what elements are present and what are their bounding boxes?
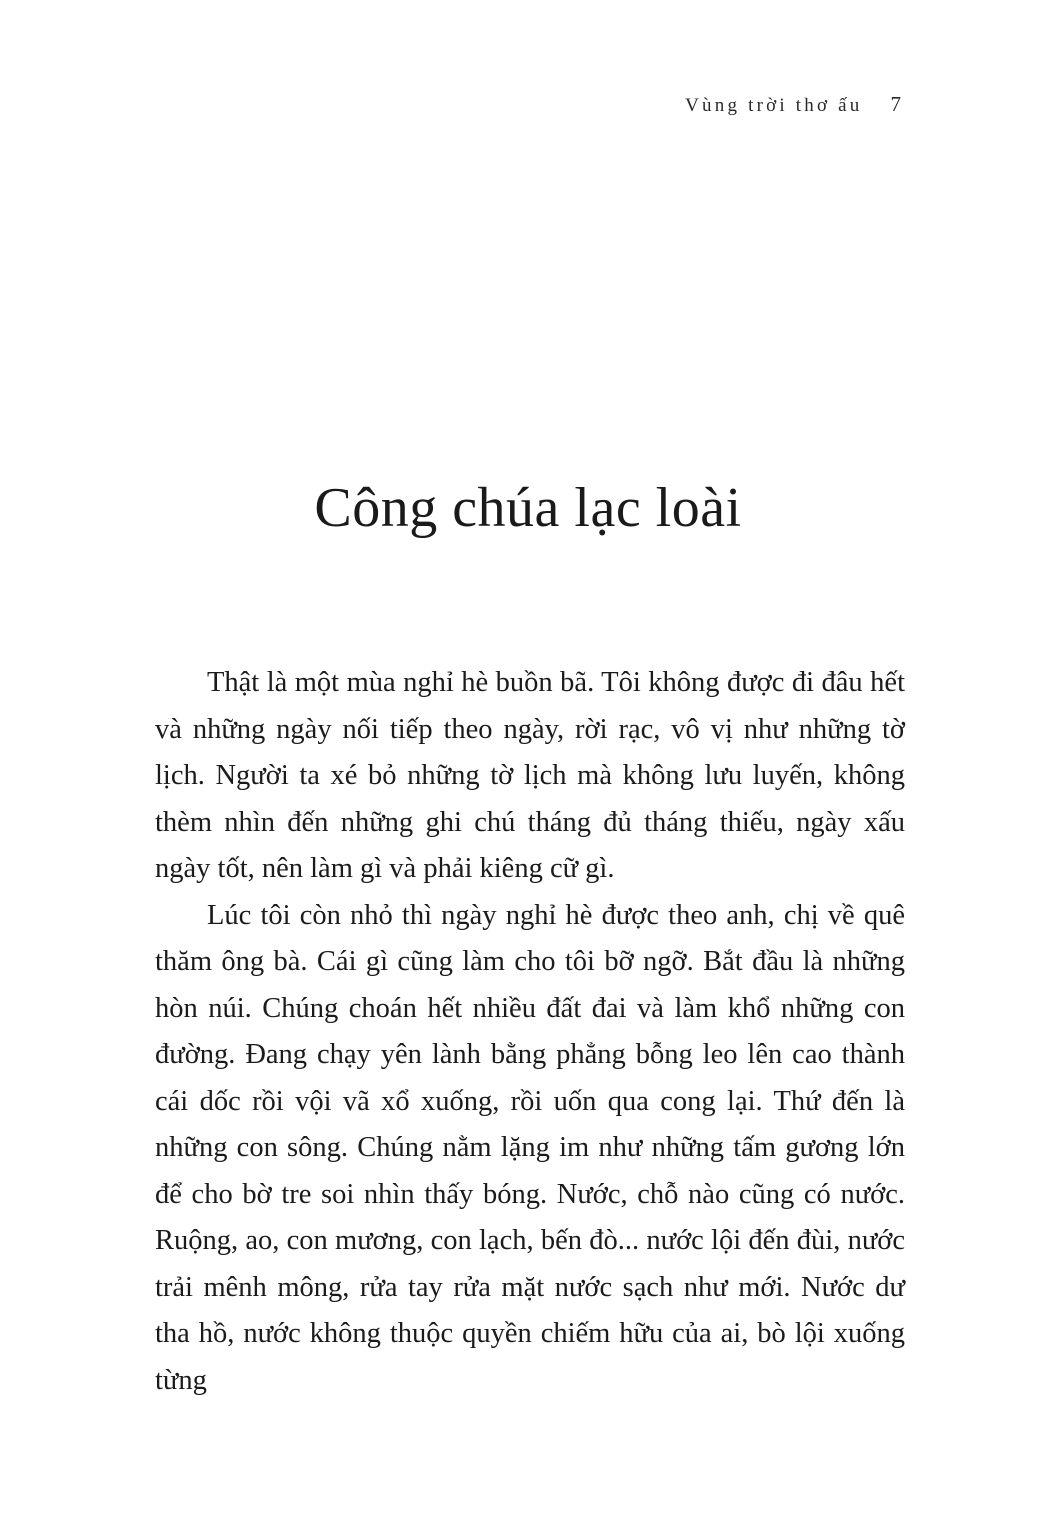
paragraph: Lúc tôi còn nhỏ thì ngày nghỉ hè được theo anh, chị về quê thăm ông bà. Cái gì cũng làm cho tôi bỡ ngỡ. Bắt đầu là những hòn núi. Chúng choán hết nhiều đất đai và làm khổ những con đường. Đang chạy yên lành bằng phẳng bỗng leo lên cao thành cái dốc rồi vội vã xổ xuống, rồi uốn qua cong lại. Thứ đến là những con sông. Chúng nằm lặng im như những tấm gương lớn để cho bờ tre soi nhìn thấy bóng. Nước, chỗ nào cũng có nước. Ruộng, ao, con mương, con lạch, bến đò... nước lội đến đùi, nước trải mênh mông, rửa tay rửa mặt nước sạch như mới. Nước dư tha hồ, nước không thuộc quyền chiếm hữu của ai, bò lội xuống từng [155,899,905,1396]
running-head-book-title: Vùng trời thơ ấu [685,95,863,116]
chapter-title: Công chúa lạc loài [314,476,742,539]
body-text [155,660,905,1404]
paragraph: Thật là một mùa nghỉ hè buồn bã. Tôi không được đi đâu hết và những ngày nối tiếp theo ngày, rời rạc, vô vị như những tờ lịch. Người ta xé bỏ những tờ lịch mà không lưu luyến, không thèm nhìn đến những ghi chú tháng đủ tháng thiếu, ngày xấu ngày tốt, nên làm gì và phải kiêng cữ gì. [155,667,905,884]
page-number: 7 [890,92,901,116]
running-head [685,92,901,117]
